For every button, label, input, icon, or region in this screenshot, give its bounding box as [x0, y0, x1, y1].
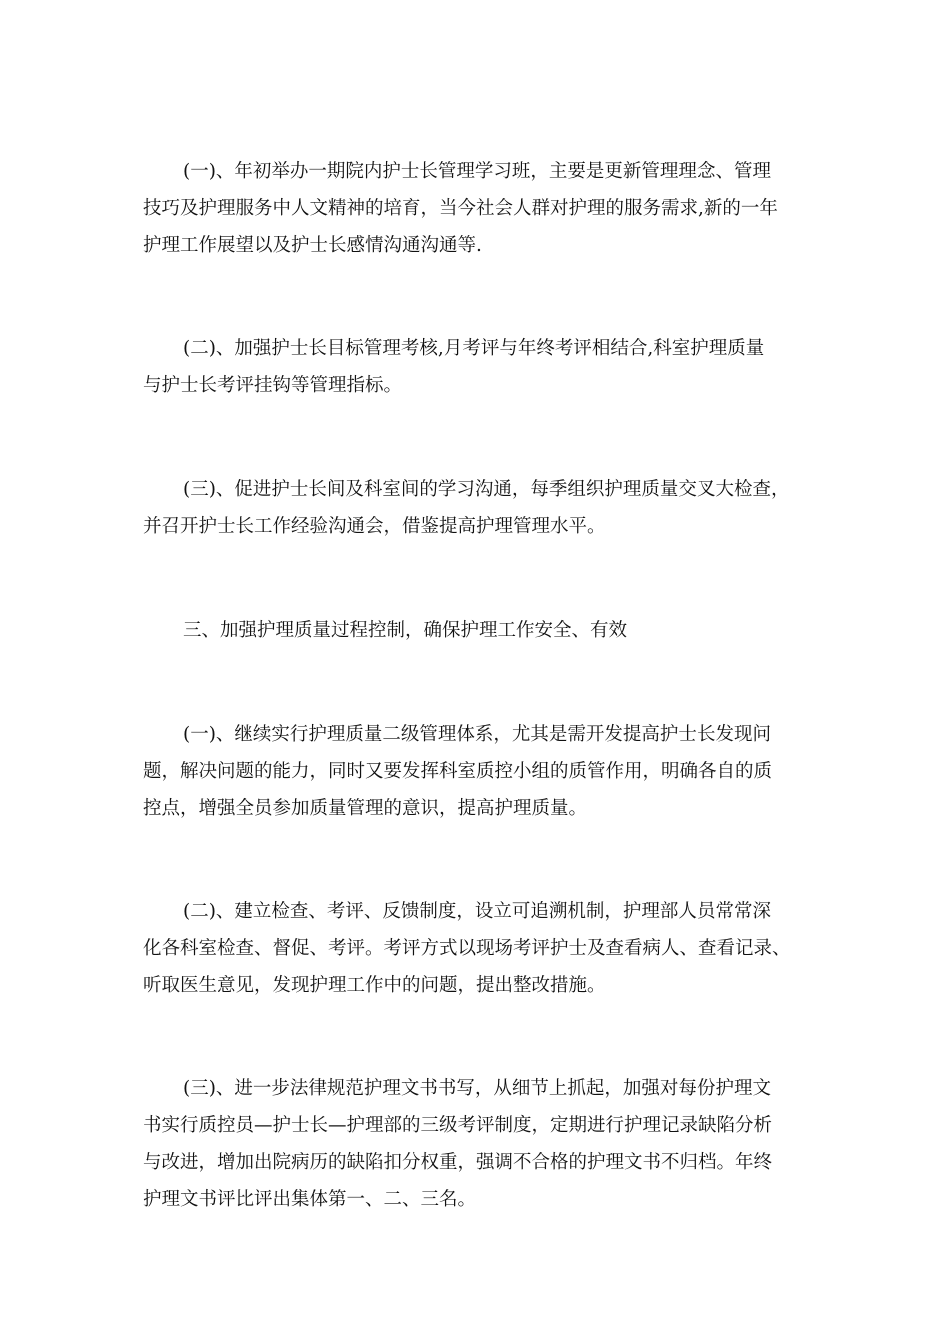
text-line: 听取医生意见，发现护理工作中的问题，提出整改措施。: [143, 975, 606, 996]
text-line: 护理文书评比评出集体第一、二、三名。: [143, 1189, 477, 1210]
text-line: 题，解决问题的能力，同时又要发挥科室质控小组的质管作用，明确各自的质: [143, 761, 773, 782]
text-line: (二)、建立检查、考评、反馈制度，设立可追溯机制，护理部人员常常深: [183, 901, 771, 922]
text-line: (一)、继续实行护理质量二级管理体系，尤其是需开发提高护士长发现问: [183, 724, 771, 745]
paragraph-6: [143, 893, 813, 1004]
text-line: 化各科室检查、督促、考评。考评方式以现场考评护士及查看病人、查看记录、: [143, 938, 791, 959]
text-line: (一)、年初举办一期院内护士长管理学习班，主要是更新管理理念、管理: [183, 161, 771, 182]
text-line: (三)、促进护士长间及科室间的学习沟通，每季组织护理质量交叉大检查，: [183, 479, 790, 500]
section-heading: [143, 612, 813, 649]
text-line: 与护士长考评挂钩等管理指标。: [143, 375, 403, 396]
paragraph-3: [143, 471, 813, 545]
text-line: 技巧及护理服务中人文精神的培育，当今社会人群对护理的服务需求,新的一年: [143, 198, 778, 219]
text-line: 三、加强护理质量过程控制，确保护理工作安全、有效: [183, 620, 628, 641]
paragraph-7: [143, 1070, 813, 1218]
paragraph-2: [143, 330, 813, 404]
paragraph-5: [143, 716, 813, 827]
text-line: 与改进，增加出院病历的缺陷扣分权重，强调不合格的护理文书不归档。年终: [143, 1152, 773, 1173]
text-line: 并召开护士长工作经验沟通会，借鉴提高护理管理水平。: [143, 516, 606, 537]
text-line: (二)、加强护士长目标管理考核,月考评与年终考评相结合,科室护理质量: [183, 338, 765, 359]
text-line: (三)、进一步法律规范护理文书书写，从细节上抓起，加强对每份护理文: [183, 1078, 771, 1099]
text-line: 护理工作展望以及护士长感情沟通沟通等.: [143, 235, 482, 256]
paragraph-1: [143, 153, 813, 264]
text-line: 书实行质控员—护士长—护理部的三级考评制度，定期进行护理记录缺陷分析: [143, 1115, 773, 1136]
text-line: 控点，增强全员参加质量管理的意识，提高护理质量。: [143, 798, 588, 819]
